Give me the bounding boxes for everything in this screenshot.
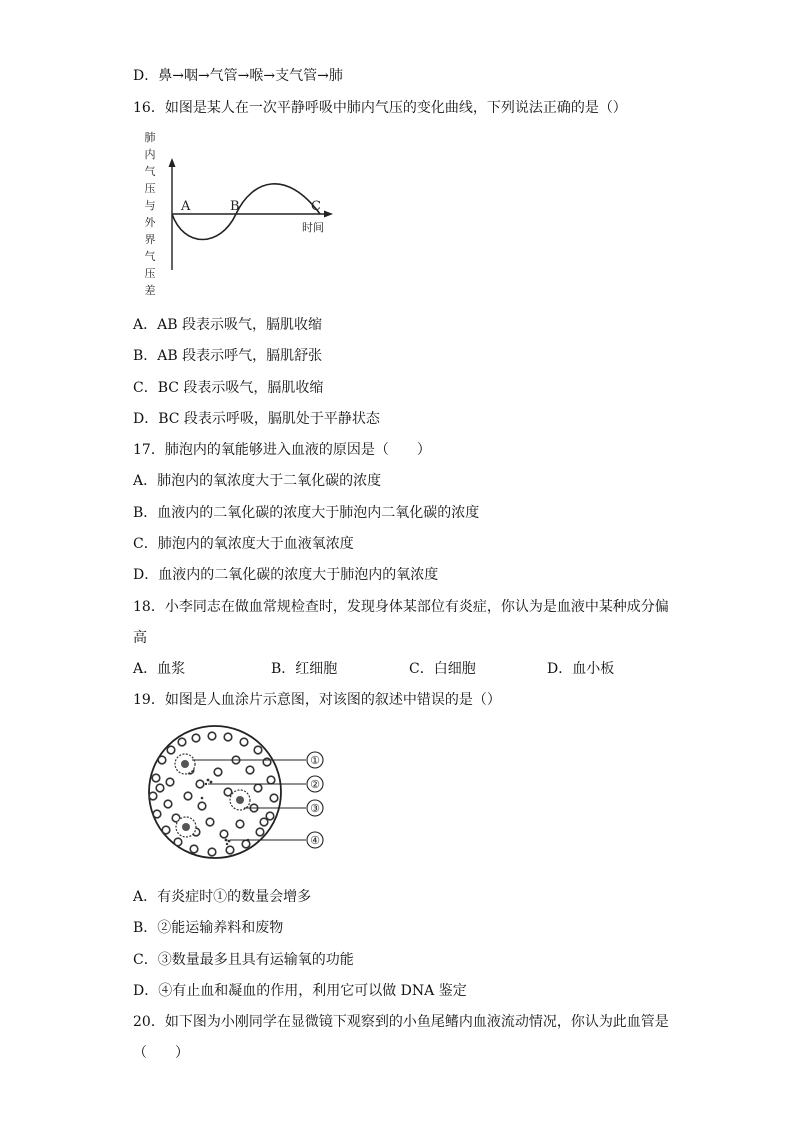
q18-stem-line2: 高 bbox=[133, 630, 147, 646]
y-label-char: 气 bbox=[144, 165, 156, 178]
q18-option-b: B．红细胞 bbox=[271, 661, 338, 677]
q17-stem: 17．肺泡内的氧能够进入血液的原因是（ ） bbox=[133, 442, 431, 458]
q16-pressure-curve-figure bbox=[140, 128, 340, 303]
q19-blood-smear-figure bbox=[140, 722, 340, 862]
point-a-label: A bbox=[181, 199, 191, 214]
label-1: ① bbox=[310, 754, 320, 767]
q16-option-d: D．BC 段表示呼吸，膈肌处于平静状态 bbox=[133, 411, 380, 427]
q18-option-a: A．血浆 bbox=[133, 661, 186, 677]
label-2: ② bbox=[310, 778, 320, 791]
q17-option-d: D．血液内的二氧化碳的浓度大于肺泡内的氧浓度 bbox=[133, 567, 439, 583]
q19-stem: 19．如图是人血涂片示意图，对该图的叙述中错误的是（） bbox=[133, 692, 501, 708]
y-label-char: 气 bbox=[144, 250, 156, 263]
q18-stem-line1: 18．小李同志在做血常规检查时，发现身体某部位有炎症，你认为是血液中某种成分偏 bbox=[133, 599, 669, 615]
point-c-label: C bbox=[311, 199, 321, 214]
pressure-curve bbox=[172, 184, 320, 240]
y-label-char: 压 bbox=[144, 267, 156, 280]
y-label-char: 界 bbox=[144, 233, 156, 246]
smear-field-circle bbox=[149, 726, 281, 858]
y-label-char: 与 bbox=[144, 199, 156, 212]
q20-stem-line2: （ ） bbox=[133, 1045, 189, 1061]
q15-option-d: D．鼻→咽→气管→喉→支气管→肺 bbox=[133, 68, 343, 84]
q16-stem: 16．如图是某人在一次平静呼吸中肺内气压的变化曲线，下列说法正确的是（） bbox=[133, 100, 627, 116]
y-axis-arrow bbox=[169, 158, 176, 167]
q20-stem-line1: 20．如下图为小刚同学在显微镜下观察到的小鱼尾鳍内血液流动情况，你认为此血管是 bbox=[133, 1014, 669, 1030]
q17-option-b: B．血液内的二氧化碳的浓度大于肺泡内二氧化碳的浓度 bbox=[133, 505, 480, 521]
label-4: ④ bbox=[310, 834, 320, 847]
q18-option-d: D．血小板 bbox=[547, 661, 615, 677]
q18-option-c: C．白细胞 bbox=[409, 661, 476, 677]
q19-option-d: D．④有止血和凝血的作用，利用它可以做 DNA 鉴定 bbox=[133, 983, 467, 999]
q19-option-a: A．有炎症时①的数量会增多 bbox=[133, 889, 312, 905]
label-3: ③ bbox=[310, 802, 320, 815]
q16-option-b: B．AB 段表示呼气，膈肌舒张 bbox=[133, 348, 323, 364]
y-label-char: 内 bbox=[144, 148, 156, 161]
y-label-char: 压 bbox=[144, 182, 156, 195]
point-b-label: B bbox=[230, 199, 240, 214]
q19-option-c: C．③数量最多且具有运输氧的功能 bbox=[133, 952, 354, 968]
q16-option-c: C．BC 段表示吸气，膈肌收缩 bbox=[133, 380, 324, 396]
y-label-char: 差 bbox=[144, 284, 156, 297]
q17-option-a: A．肺泡内的氧浓度大于二氧化碳的浓度 bbox=[133, 473, 382, 489]
y-label-char: 肺 bbox=[144, 131, 156, 144]
q16-option-a: A．AB 段表示吸气，膈肌收缩 bbox=[133, 317, 322, 333]
x-axis-arrow bbox=[324, 211, 333, 218]
x-axis-label: 时间 bbox=[302, 221, 324, 234]
q19-option-b: B．②能运输养料和废物 bbox=[133, 920, 284, 936]
y-label-char: 外 bbox=[144, 216, 156, 229]
q17-option-c: C．肺泡内的氧浓度大于血液氧浓度 bbox=[133, 536, 354, 552]
